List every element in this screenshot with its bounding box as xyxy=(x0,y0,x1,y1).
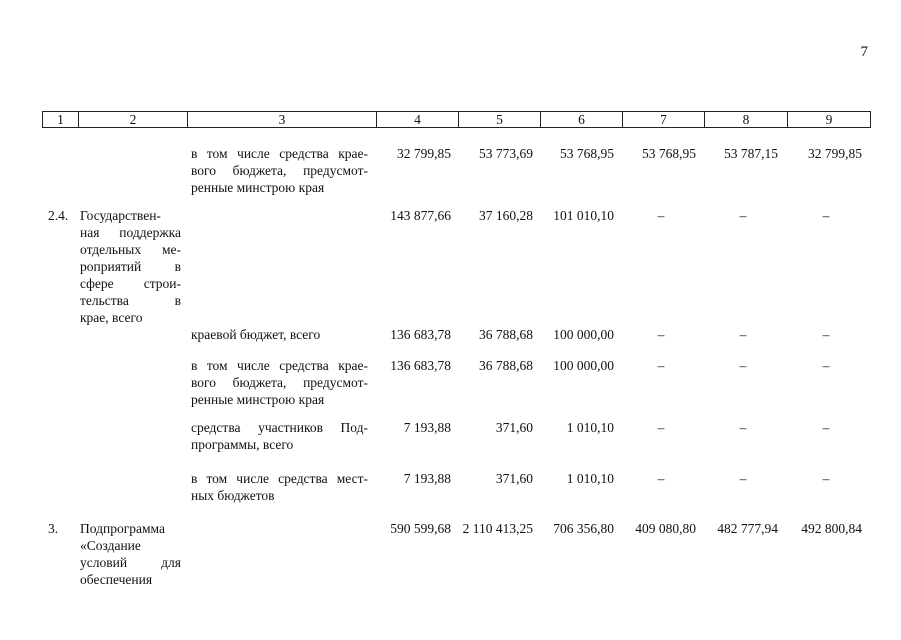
row-source-line: ных бюджетов xyxy=(191,488,275,503)
value-cell: – xyxy=(739,358,747,373)
row-source-line: ренные минстрою края xyxy=(191,180,325,195)
value-cell: – xyxy=(822,327,830,342)
value-cell: 53 773,69 xyxy=(479,146,533,161)
row-name-line: «Создание xyxy=(80,538,141,553)
value-cell: 36 788,68 xyxy=(479,327,533,342)
value-cell: – xyxy=(739,420,747,435)
row-source xyxy=(191,357,368,408)
row-name-line: Государствен- xyxy=(80,208,161,223)
row-source-line: вого бюджета, предусмот- xyxy=(191,163,368,178)
value-cell: – xyxy=(822,208,830,223)
value-cell: 53 768,95 xyxy=(560,146,614,161)
row-source xyxy=(191,419,368,453)
value-cell: 371,60 xyxy=(495,420,533,435)
header-col-6: 6 xyxy=(541,112,623,127)
value-cell: – xyxy=(657,327,665,342)
row-number: 2.4. xyxy=(48,208,69,223)
row-source xyxy=(191,470,368,504)
value-cell: 143 877,66 xyxy=(390,208,451,223)
value-cell: – xyxy=(739,471,747,486)
value-cell: 590 599,68 xyxy=(390,521,451,536)
row-name-line: крае, всего xyxy=(80,310,143,325)
value-cell: 492 800,84 xyxy=(801,521,862,536)
value-cell: – xyxy=(657,420,665,435)
row-number: 3. xyxy=(48,521,59,536)
value-cell: 53 768,95 xyxy=(642,146,696,161)
row-source xyxy=(191,326,368,343)
header-col-2: 2 xyxy=(79,112,188,127)
value-cell: 371,60 xyxy=(495,471,533,486)
row-source-line: ренные минстрою края xyxy=(191,392,325,407)
row-name-line: условий для xyxy=(80,555,181,570)
row-name-line: Подпрограмма xyxy=(80,521,165,536)
page-number: 7 xyxy=(860,44,868,60)
row-name-line: ная поддержка xyxy=(80,225,181,240)
header-col-5: 5 xyxy=(459,112,541,127)
row-name-line: сфере строи- xyxy=(80,276,181,291)
value-cell: 1 010,10 xyxy=(566,471,614,486)
header-col-8: 8 xyxy=(705,112,788,127)
value-cell: – xyxy=(657,471,665,486)
row-source-line: средства участников Под- xyxy=(191,420,368,435)
row-name xyxy=(80,207,181,326)
header-col-4: 4 xyxy=(377,112,459,127)
header-col-9: 9 xyxy=(825,112,833,127)
row-name xyxy=(80,520,181,588)
value-cell: 100 000,00 xyxy=(553,358,614,373)
row-source-line: в том числе средства крае- xyxy=(191,146,368,161)
row-source-line: краевой бюджет, всего xyxy=(191,327,321,342)
row-name-line: обеспечения xyxy=(80,572,153,587)
header-col-3: 3 xyxy=(188,112,377,127)
value-cell: 136 683,78 xyxy=(390,358,451,373)
row-source-line: вого бюджета, предусмот- xyxy=(191,375,368,390)
value-cell: 101 010,10 xyxy=(553,208,614,223)
row-name-line: тельства в xyxy=(80,293,181,308)
value-cell: 7 193,88 xyxy=(403,420,451,435)
value-cell: – xyxy=(822,420,830,435)
value-cell: 36 788,68 xyxy=(479,358,533,373)
value-cell: 100 000,00 xyxy=(553,327,614,342)
value-cell: 32 799,85 xyxy=(808,146,862,161)
value-cell: – xyxy=(739,208,747,223)
value-cell: 482 777,94 xyxy=(717,521,778,536)
value-cell: 53 787,15 xyxy=(724,146,778,161)
value-cell: 136 683,78 xyxy=(390,327,451,342)
row-source-line: в том числе средства крае- xyxy=(191,358,368,373)
value-cell: – xyxy=(657,358,665,373)
value-cell: 2 110 413,25 xyxy=(462,521,533,536)
value-cell: 1 010,10 xyxy=(566,420,614,435)
value-cell: – xyxy=(657,208,665,223)
row-name-line: роприятий в xyxy=(80,259,181,274)
value-cell: – xyxy=(739,327,747,342)
value-cell: 706 356,80 xyxy=(553,521,614,536)
table-header-row xyxy=(42,111,871,128)
row-source xyxy=(191,145,368,196)
header-col-7: 7 xyxy=(623,112,705,127)
value-cell: 37 160,28 xyxy=(479,208,533,223)
value-cell: 7 193,88 xyxy=(403,471,451,486)
row-source-line: программы, всего xyxy=(191,437,294,452)
value-cell: 32 799,85 xyxy=(397,146,451,161)
row-name-line: отдельных ме- xyxy=(80,242,181,257)
value-cell: – xyxy=(822,471,830,486)
row-source-line: в том числе средства мест- xyxy=(191,471,368,486)
header-col-1: 1 xyxy=(43,112,79,127)
value-cell: – xyxy=(822,358,830,373)
value-cell: 409 080,80 xyxy=(635,521,696,536)
